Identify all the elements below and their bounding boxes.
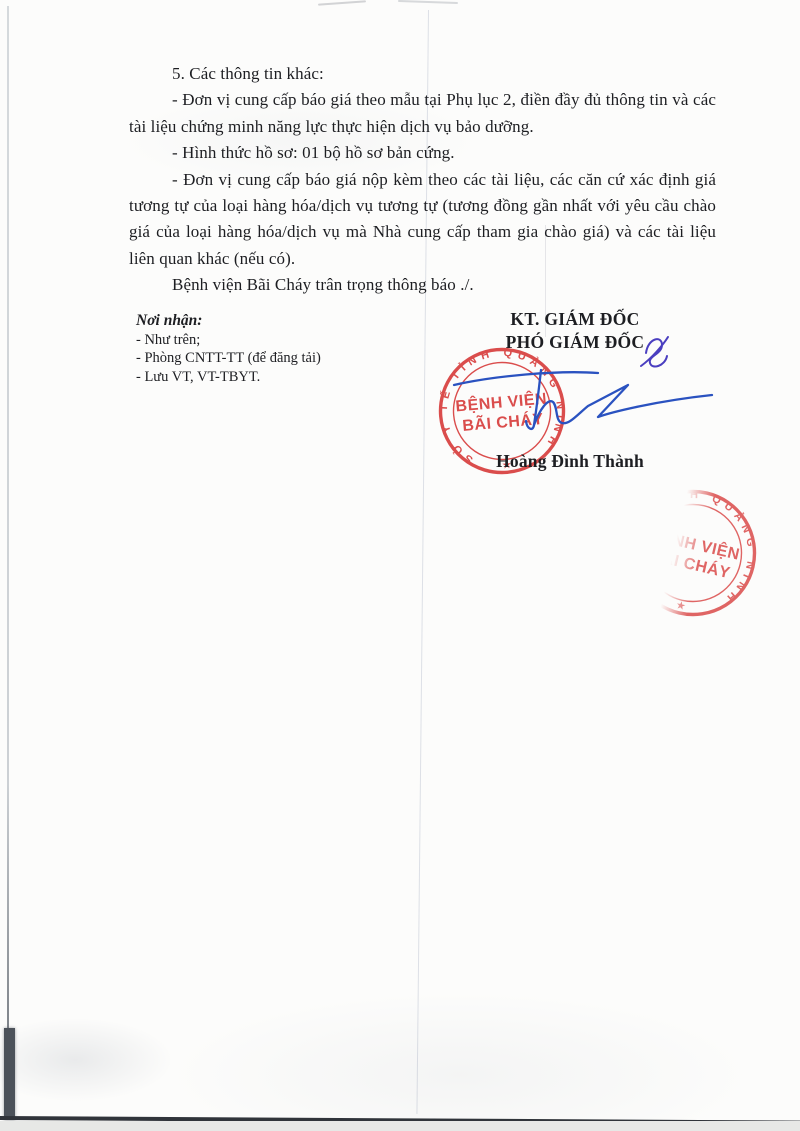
scan-top-artifact [318,0,366,5]
recipient-item: - Như trên; [136,332,201,348]
hospital-seal-stamp-partial [609,469,777,637]
closing-line: Bệnh viện Bãi Cháy trân trọng thông báo ./. [172,275,474,295]
scan-top-artifact [398,0,458,4]
section-heading: 5. Các thông tin khác: [172,64,324,83]
handwritten-signature [438,325,738,455]
signer-role-line1: KT. GIÁM ĐỐC [510,309,640,329]
document-body [129,61,716,299]
recipients-heading: Nơi nhận: [136,312,203,329]
scan-left-edge-dark-bar [4,1028,15,1120]
body-paragraph: - Đơn vị cung cấp báo giá nộp kèm theo các tài liệu, các căn cứ xác định giá tương tự của loại hàng hóa/dịch vụ tương tự (tương đồng gần nhất với yêu cầu chào giá của loại hàng hóa/dịch vụ mà Nhà cung cấp tham gia chào giá) và các tài liệu liên quan khác (nếu có). [129,169,716,268]
signer-role-line2: PHÓ GIÁM ĐỐC [505,331,645,352]
signature-stroke [526,370,541,429]
signature-initials [641,337,668,367]
signer-name: Hoàng Đình Thành [496,451,644,471]
body-paragraph: - Đơn vị cung cấp báo giá theo mẫu tại Phụ lục 2, điền đầy đủ thông tin và các tài liệu chứng minh năng lực thực hiện dịch vụ bảo dưỡng. [129,90,716,136]
recipient-item: - Phòng CNTT-TT (để đăng tải) [136,350,321,367]
scan-left-edge-line [7,6,9,1118]
recipient-item: - Lưu VT, VT-TBYT. [136,368,261,385]
signature-stroke [454,372,598,385]
signature-stroke [534,385,712,425]
body-paragraph: - Hình thức hồ sơ: 01 bộ hồ sơ bản cứng. [172,143,455,163]
recipients-block [136,311,321,386]
scan-below-page-strip [0,1121,800,1131]
